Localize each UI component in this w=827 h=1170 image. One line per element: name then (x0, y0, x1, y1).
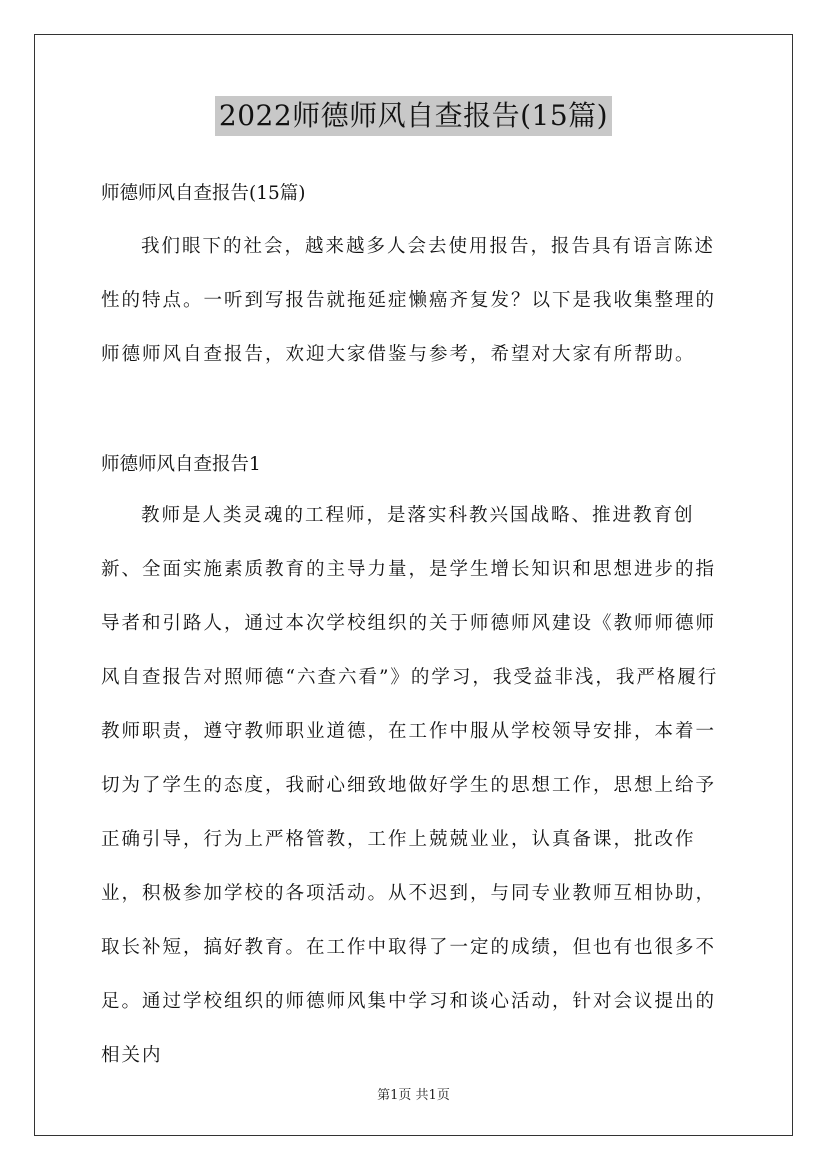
intro-block (101, 220, 726, 382)
section-block (101, 489, 726, 1083)
document-subtitle: 师德师风自查报告(15篇) (101, 183, 306, 204)
document-title: 2022师德师风自查报告(15篇) (215, 96, 612, 136)
title-container (0, 96, 827, 136)
page-number-label: 第1页 共1页 (377, 1088, 450, 1103)
section-heading: 师德师风自查报告1 (101, 454, 261, 475)
page-footer (0, 1084, 827, 1103)
section-paragraph: 教师是人类灵魂的工程师，是落实科教兴国战略、推进教育创新、全面实施素质教育的主导力量，是学生增长知识和思想进步的指导者和引路人，通过本次学校组织的关于师德师风建设《教师师德师风自查报告对照师德“六查六看”》的学习，我受益非浅，我严格履行教师职责，遵守教师职业道德，在工作中服从学校领导安排，本着一切为了学生的态度，我耐心细致地做好学生的思想工作，思想上给予正确引导，行为上严格管教，工作上兢兢业业，认真备课，批改作业，积极参加学校的各项活动。从不迟到，与同专业教师互相协助，取长补短，搞好教育。在工作中取得了一定的成绩，但也有也很多不足。通过学校组织的师德师风集中学习和谈心活动，针对会议提出的相关内 (101, 505, 719, 1066)
intro-paragraph: 我们眼下的社会，越来越多人会去使用报告，报告具有语言陈述性的特点。一听到写报告就拖延症懒癌齐复发？以下是我收集整理的师德师风自查报告，欢迎大家借鉴与参考，希望对大家有所帮助。 (101, 236, 717, 365)
